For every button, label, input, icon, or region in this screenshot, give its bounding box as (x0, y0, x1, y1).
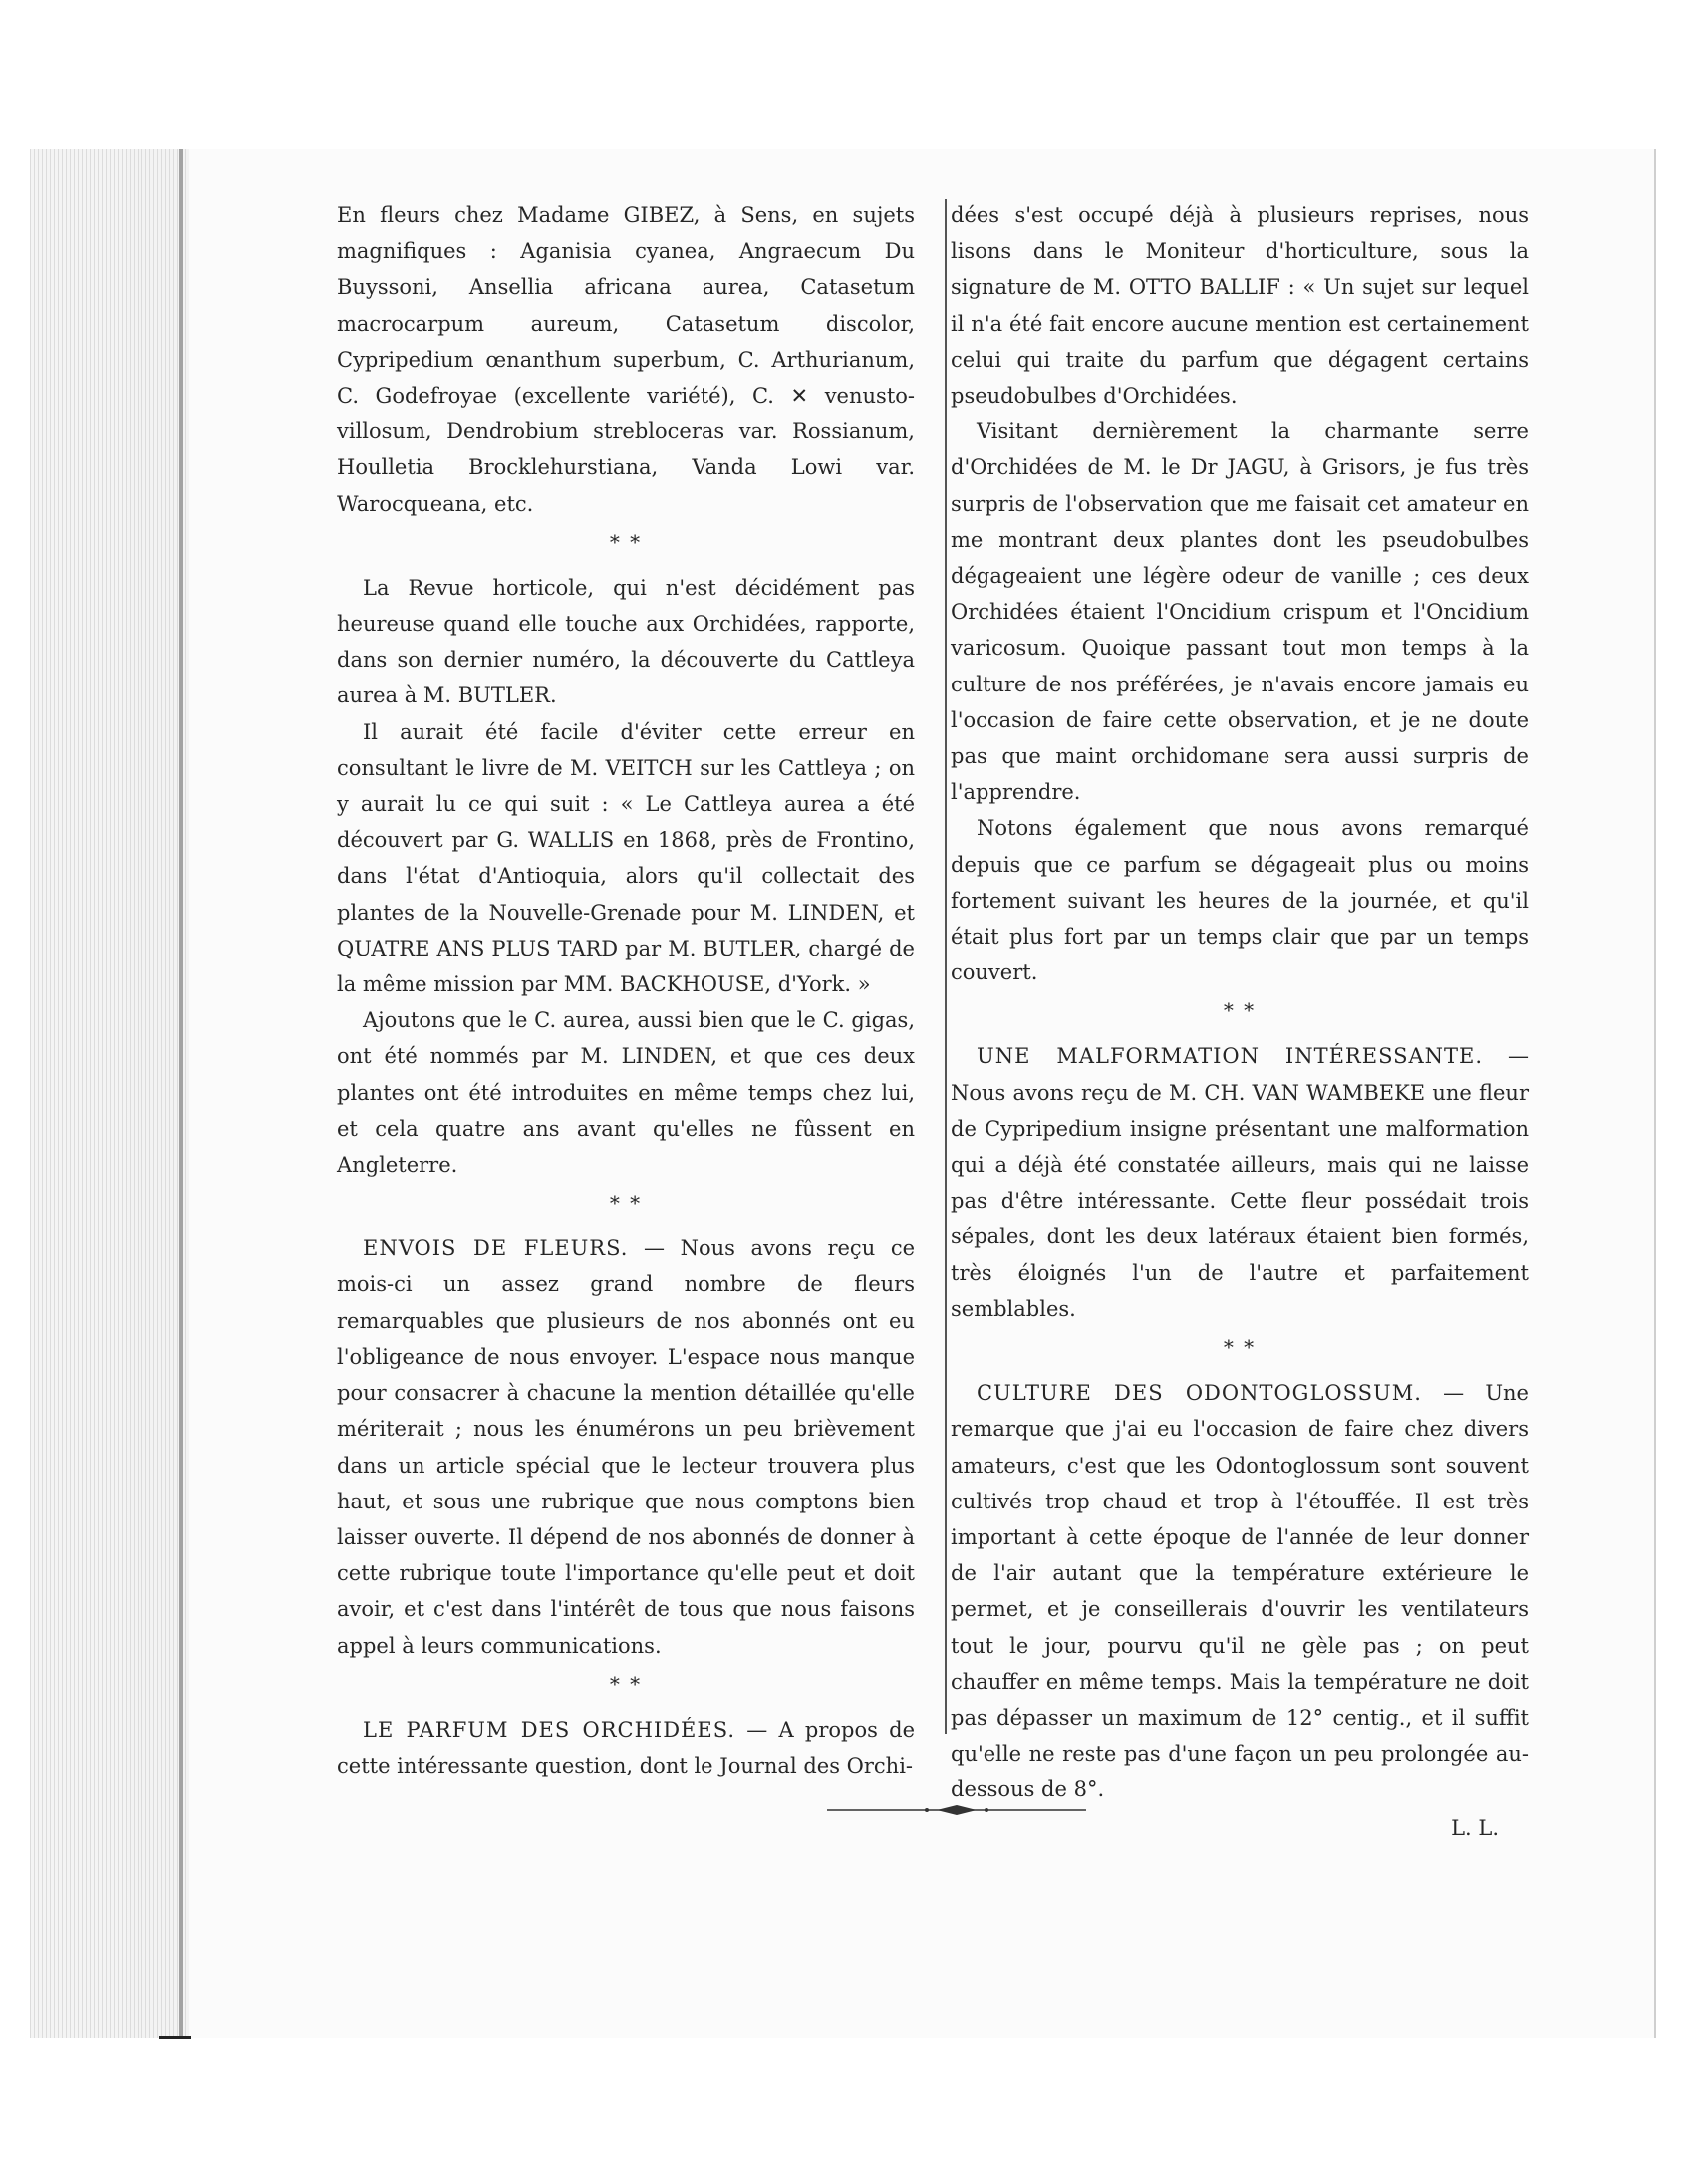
paragraph-en-fleurs: En fleurs chez Madame GIBEZ, à Sens, en sujets magnifiques : Aganisia cyanea, Angraecum Du Buyssoni, Ansellia africana aurea, Catasetum macrocarpum aureum, Catasetum discolor, Cypripedium œnanthum superbum, C. Arthurianum, C. Godefroyae (excellente variété), C. ✕ venusto-villosum, Dendrobium strebloceras var. Rossianum, Houlletia Brocklehurstiana, Vanda Lowi var. Warocqueana, etc. (337, 203, 915, 516)
section-separator: * * (609, 1191, 643, 1216)
section-separator: * * (1223, 998, 1257, 1023)
section-envois-de-fleurs (337, 1230, 915, 1663)
right-column (951, 197, 1529, 1846)
section-parfum-des-orchidees (337, 1712, 915, 1783)
text-parfum-des-orchidees: — A propos de cette intéressante question, dont le Journal des Orchi- (337, 1717, 915, 1777)
paragraph-notons: Notons également que nous avons remarqué depuis que ce parfum se dégageait plus ou moins fortement suivant les heures de la journée, et qu'il était plus fort par un temps clair que par un temps couvert. (951, 816, 1529, 985)
column-divider (945, 199, 947, 1734)
heading-parfum-des-orchidees: LE PARFUM DES ORCHIDÉES. (363, 1717, 736, 1742)
paragraph-revue-horticole: La Revue horticole, qui n'est décidément pas heureuse quand elle touche aux Orchidées, rapporte, dans son dernier numéro, la découverte du Cattleya aurea à M. BUTLER. (337, 575, 915, 708)
section-separator: * * (1223, 1335, 1257, 1360)
end-ornament (827, 1803, 1086, 1817)
page-stack-edges (30, 149, 189, 2038)
left-column (337, 197, 915, 1783)
binding-mark (159, 2036, 191, 2039)
heading-envois-de-fleurs: ENVOIS DE FLEURS. (363, 1236, 629, 1261)
paragraph-parfum-continued: dées s'est occupé déjà à plusieurs reprises, nous lisons dans le Moniteur d'horticulture, sous la signature de M. OTTO BALLIF : « Un sujet sur lequel il n'a été fait encore aucune mention est certainement celui qui traite du parfum que dégagent certains pseudobulbes d'Orchidées. (951, 203, 1529, 409)
paragraph-visitant: Visitant dernièrement la charmante serre d'Orchidées de M. le Dr JAGU, à Grisors, je fus très surpris de l'observation que me faisait cet amateur en me montrant deux plantes dont les pseudobulbes dégageaient une légère odeur de vanille ; ces deux Orchidées étaient l'Oncidium crispum et l'Oncidium varicosum. Quoique passant tout mon temps à la culture de nos préférées, je n'avais encore jamais eu l'occasion de faire cette observation, et je ne doute pas que maint orchidomane sera aussi surpris de l'apprendre. (951, 419, 1529, 805)
section-culture-odontoglossum (951, 1375, 1529, 1807)
section-separator: * * (609, 1671, 643, 1696)
paragraph-veitch: Il aurait été facile d'éviter cette erreur en consultant le livre de M. VEITCH sur les Cattleya ; on y aurait lu ce qui suit : « Le Cattleya aurea a été découvert par G. WALLIS en 1868, près de Frontino, dans l'état d'Antioquia, alors qu'il collectait des plantes de la Nouvelle-Grenade pour M. LINDEN, et QUATRE ANS PLUS TARD par M. BUTLER, chargé de la même mission par MM. BACKHOUSE, d'York. » (337, 719, 915, 997)
text-envois-de-fleurs: — Nous avons reçu ce mois-ci un assez grand nombre de fleurs remarquables que plusieurs de nos abonnés ont eu l'obligeance de nous envoyer. L'espace nous manque pour consacrer à chacune la mention détaillée qu'elle mériterait ; nous les énumérons un peu brièvement dans un article spécial que le lecteur trouvera plus haut, et sous une rubrique que nous comptons bien laisser ouverte. Il dépend de nos abonnés de donner à cette rubrique toute l'importance qu'elle peut et doit avoir, et c'est dans l'intérêt de tous que nous faisons appel à leurs communications. (337, 1236, 916, 1658)
signature: L. L. (1451, 1815, 1499, 1840)
paragraph-ajoutons: Ajoutons que le C. aurea, aussi bien que le C. gigas, ont été nommés par M. LINDEN, et que ces deux plantes ont été introduites en même temps chez lui, et cela quatre ans avant qu'elles ne fûssent en Angleterre. (337, 1008, 915, 1178)
section-separator: * * (609, 529, 643, 554)
section-malformation (951, 1038, 1529, 1327)
text-malformation: — Nous avons reçu de M. CH. VAN WAMBEKE une fleur de Cypripedium insigne présentant une malformation qui a déjà été constatée ailleurs, mais qui ne laisse pas d'être intéressante. Cette fleur possédait trois sépales, dont les deux latéraux étaient bien formés, très éloignés l'un de l'autre et parfaitement semblables. (951, 1044, 1529, 1321)
heading-malformation: UNE MALFORMATION INTÉRESSANTE. (977, 1044, 1484, 1069)
heading-culture-odontoglossum: CULTURE DES ODONTOGLOSSUM. (977, 1381, 1422, 1406)
text-culture-odontoglossum: — Une remarque que j'ai eu l'occasion de faire chez divers amateurs, c'est que les Odontoglossum sont souvent cultivés trop chaud et trop à l'étouffée. Il est très important à cette époque de l'année de leur donner de l'air autant que la température extérieure le permet, et je conseillerais d'ouvrir les ventilateurs tout le jour, pourvu qu'il ne gèle pas ; on peut chauffer en même temps. Mais la température ne doit pas dépasser un maximum de 12° centig., et il suffit qu'elle ne reste pas d'une façon un peu prolongée au-dessous de 8°. (951, 1381, 1529, 1802)
